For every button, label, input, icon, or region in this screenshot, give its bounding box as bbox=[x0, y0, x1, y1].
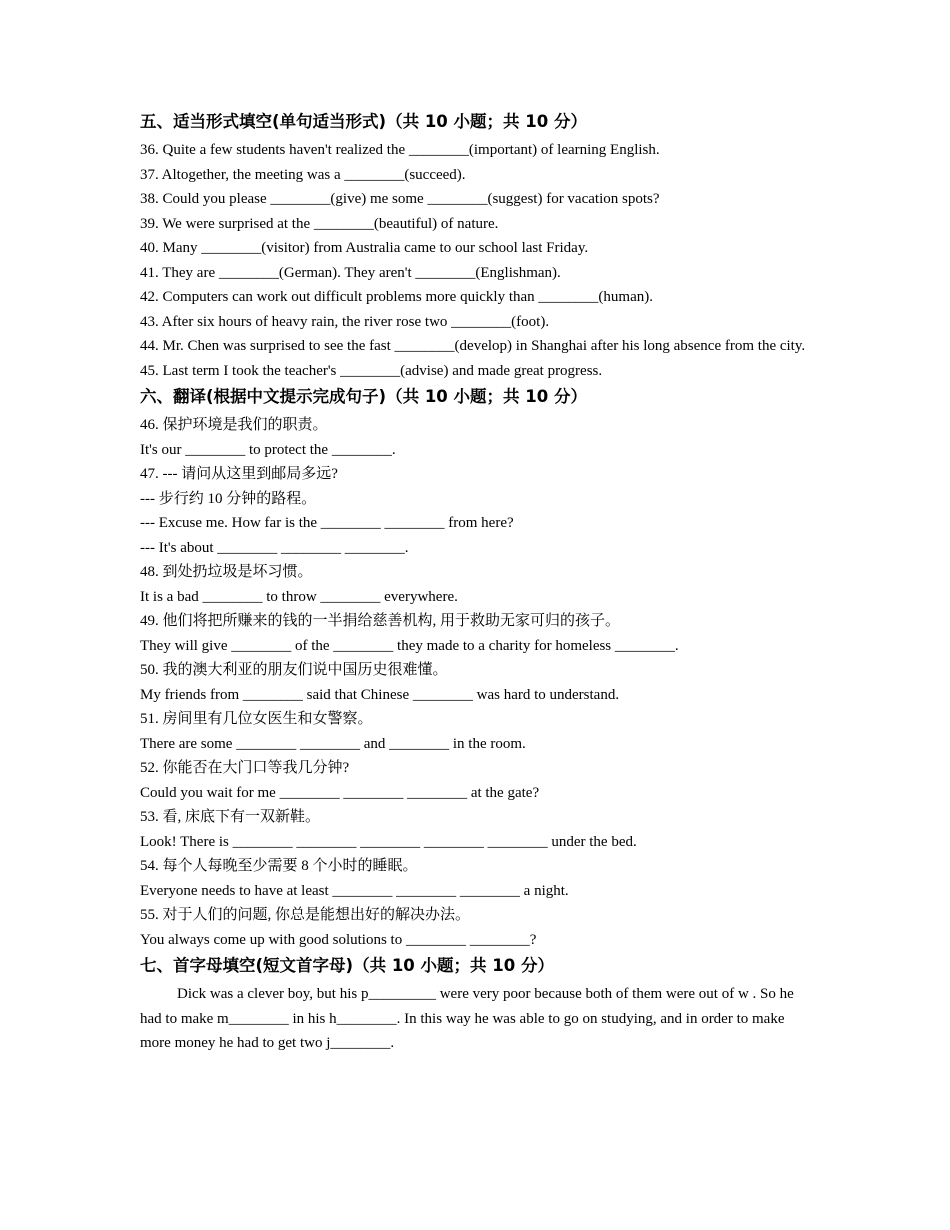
question-49-prompt: 49. 他们将把所赚来的钱的一半捐给慈善机构, 用于救助无家可归的孩子。 bbox=[140, 613, 621, 629]
section-5-heading: 五、适当形式填空(单句适当形式)（共 10 小题；共 10 分） bbox=[140, 112, 587, 131]
question-55-answer: You always come up with good solutions to ________ ________? bbox=[140, 931, 537, 948]
question-41: 41. They are ________(German). They aren't ________(Englishman). bbox=[140, 264, 561, 281]
section-6-heading: 六、翻译(根据中文提示完成句子)（共 10 小题；共 10 分） bbox=[140, 387, 587, 406]
question-45: 45. Last term I took the teacher's ________(advise) and made great progress. bbox=[140, 362, 603, 379]
question-46-answer: It's our ________ to protect the ________. bbox=[140, 441, 396, 458]
question-48-answer: It is a bad ________ to throw ________ everywhere. bbox=[140, 588, 458, 605]
question-53-prompt: 53. 看, 床底下有一双新鞋。 bbox=[140, 809, 321, 825]
question-47-answer: --- Excuse me. How far is the ________ ________ from here? bbox=[140, 515, 514, 531]
question-52-answer: Could you wait for me ________ ________ ________ at the gate? bbox=[140, 784, 540, 801]
question-43: 43. After six hours of heavy rain, the river rose two ________(foot). bbox=[140, 313, 550, 330]
worksheet-page bbox=[140, 110, 812, 1056]
question-54-answer: Everyone needs to have at least ________ ________ ________ a night. bbox=[140, 882, 569, 899]
question-39: 39. We were surprised at the ________(beautiful) of nature. bbox=[140, 215, 499, 232]
question-51-answer: There are some ________ ________ and ________ in the room. bbox=[140, 735, 526, 752]
question-37: 37. Altogether, the meeting was a ________(succeed). bbox=[140, 166, 466, 183]
question-49-answer: They will give ________ of the ________ they made to a charity for homeless ________. bbox=[140, 637, 679, 654]
section-7-heading: 七、首字母填空(短文首字母)（共 10 小题；共 10 分） bbox=[140, 956, 554, 975]
question-54-prompt: 54. 每个人每晚至少需要 8 个小时的睡眠。 bbox=[140, 858, 418, 874]
question-44: 44. Mr. Chen was surprised to see the fast ________(develop) in Shanghai after his long absence from the city. bbox=[140, 338, 806, 354]
question-47-prompt: 47. --- 请问从这里到邮局多远? bbox=[140, 466, 338, 482]
question-38: 38. Could you please ________(give) me some ________(suggest) for vacation spots? bbox=[140, 191, 660, 207]
question-55-prompt: 55. 对于人们的问题, 你总是能想出好的解决办法。 bbox=[140, 907, 471, 923]
question-42: 42. Computers can work out difficult problems more quickly than ________(human). bbox=[140, 289, 653, 305]
question-47-answer-2: --- It's about ________ ________ ________. bbox=[140, 539, 409, 556]
question-40: 40. Many ________(visitor) from Australia came to our school last Friday. bbox=[140, 240, 589, 256]
cloze-paragraph: Dick was a clever boy, but his p_________ were very poor because both of them were out of w . So he had to make m________ in his h________. In this way he was able to go on studying, and in order to make more money he had to get two j________. bbox=[140, 986, 794, 1051]
question-48-prompt: 48. 到处扔垃圾是坏习惯。 bbox=[140, 564, 313, 580]
question-47-prompt-2: --- 步行约 10 分钟的路程。 bbox=[140, 490, 317, 507]
question-50-prompt: 50. 我的澳大利亚的朋友们说中国历史很难懂。 bbox=[140, 662, 448, 678]
question-50-answer: My friends from ________ said that Chinese ________ was hard to understand. bbox=[140, 686, 620, 703]
question-53-answer: Look! There is ________ ________ ________ ________ ________ under the bed. bbox=[140, 833, 637, 850]
question-46-prompt: 46. 保护环境是我们的职责。 bbox=[140, 417, 328, 433]
question-36: 36. Quite a few students haven't realized the ________(important) of learning English. bbox=[140, 142, 660, 158]
question-51-prompt: 51. 房间里有几位女医生和女警察。 bbox=[140, 711, 373, 727]
question-52-prompt: 52. 你能否在大门口等我几分钟? bbox=[140, 760, 350, 776]
